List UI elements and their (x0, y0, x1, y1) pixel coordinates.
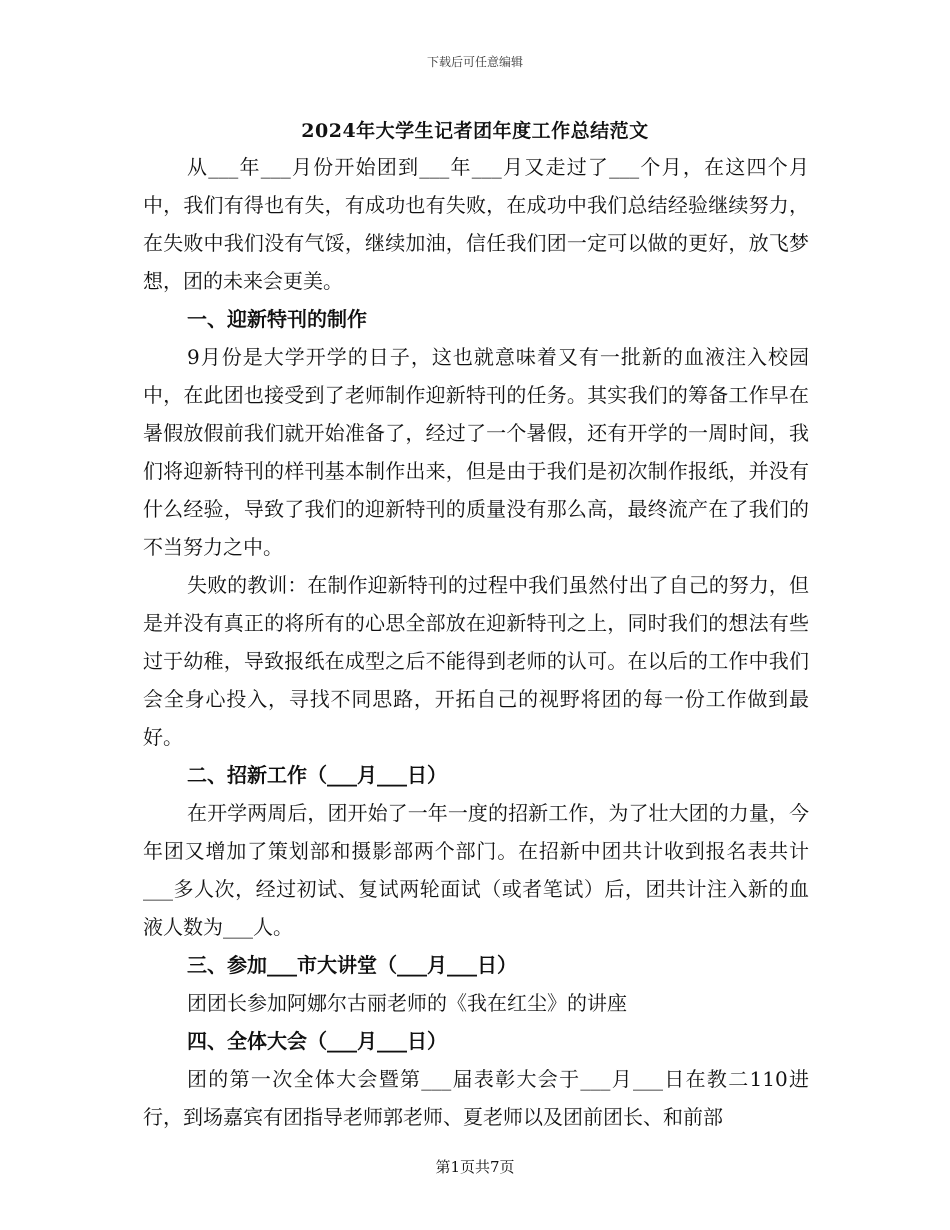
page-header: 下载后可任意编辑 (426, 55, 523, 69)
section-heading-3: 三、参加___市大讲堂（___月___日） (187, 953, 517, 977)
intro-paragraph: 从___年___月份开始团到___年___月又走过了___个月，在这四个月中，我们有得也有失，有成功也有失败，在成功中我们总结经验继续努力，在失败中我们没有气馁，继续加油，信任我们团一定可以做的更好，放飞梦想，团的未来会更美。 (143, 155, 809, 293)
document-body (143, 148, 809, 1136)
section-1-paragraph: 9月份是大学开学的日子，这也就意味着又有一批新的血液注入校园中，在此团也接受到了老师制作迎新特刊的任务。其实我们的筹备工作早在暑假放假前我们就开始准备了，经过了一个暑假，还有开学的一周时间，我们将迎新特刊的样刊基本制作出来，但是由于我们是初次制作报纸，并没有什么经验，导致了我们的迎新特刊的质量没有那么高，最终流产在了我们的不当努力之中。 (143, 345, 809, 559)
section-heading-2: 二、招新工作（___月___日） (187, 763, 447, 787)
lesson-paragraph: 失败的教训：在制作迎新特刊的过程中我们虽然付出了自己的努力，但是并没有真正的将所有的心思全部放在迎新特刊之上，同时我们的想法有些过于幼稚，导致报纸在成型之后不能得到老师的认可。在以后的工作中我们会全身心投入，寻找不同思路，开拓自己的视野将团的每一份工作做到最好。 (143, 573, 809, 749)
section-4-paragraph: 团的第一次全体大会暨第___届表彰大会于___月___日在教二110进行，到场嘉宾有团指导老师郭老师、夏老师以及团前团长、和前部 (143, 1067, 809, 1129)
page-footer: 第1页共7页 (435, 1158, 515, 1176)
section-3-paragraph: 团团长参加阿娜尔古丽老师的《我在红尘》的讲座 (187, 991, 627, 1015)
document-title: 2024年大学生记者团年度工作总结范文 (301, 120, 649, 142)
section-2-paragraph: 在开学两周后，团开始了一年一度的招新工作，为了壮大团的力量，今年团又增加了策划部和摄影部两个部门。在招新中团共计收到报名表共计___多人次，经过初试、复试两轮面试（或者笔试）后，团共计注入新的血液人数为___人。 (143, 801, 809, 939)
section-heading-4: 四、全体大会（___月___日） (187, 1029, 447, 1053)
section-heading-1: 一、迎新特刊的制作 (187, 307, 367, 331)
